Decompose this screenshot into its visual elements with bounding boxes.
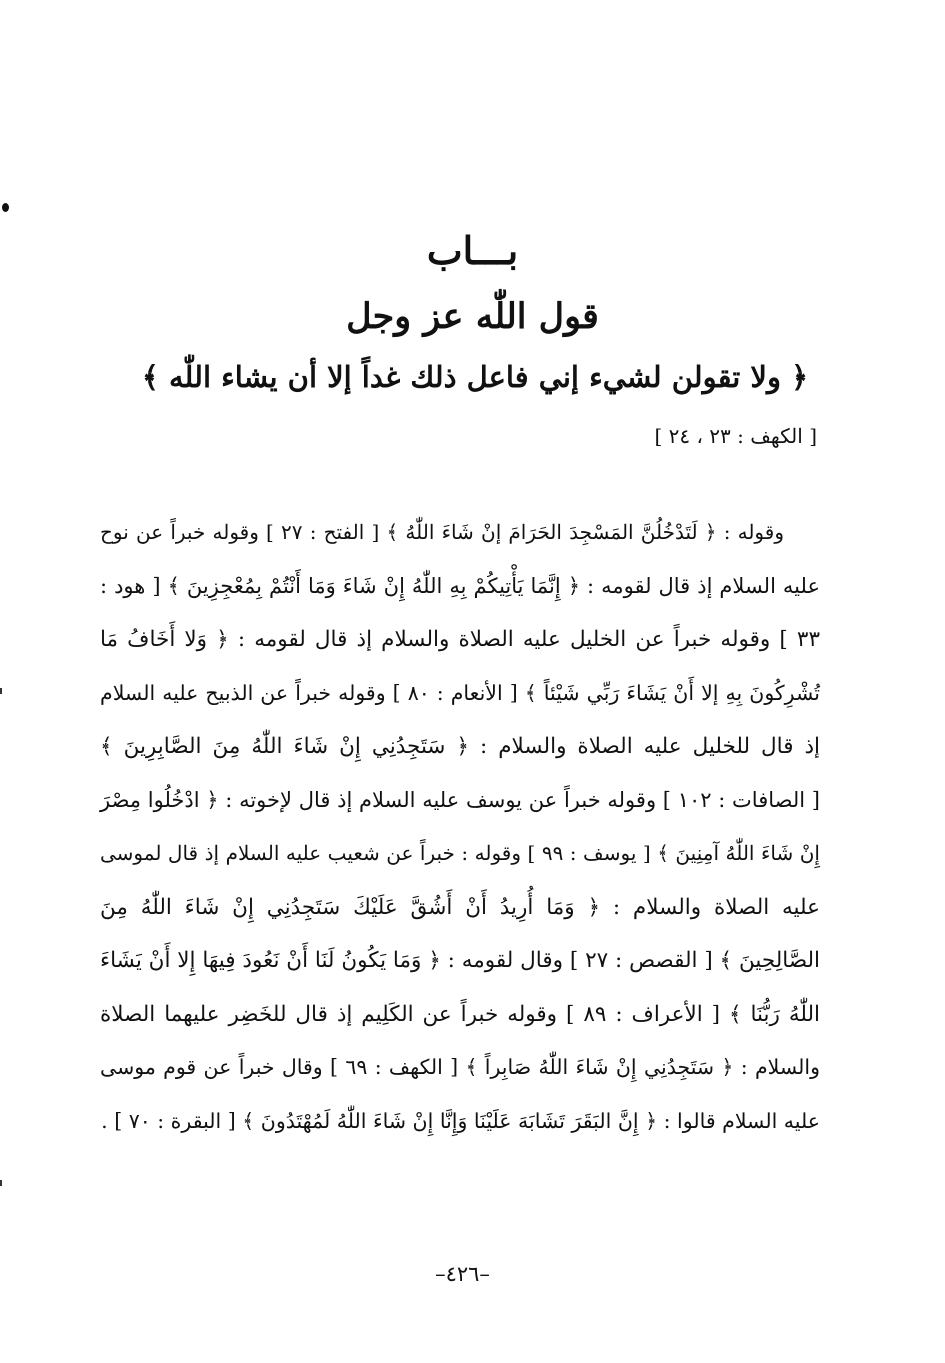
body-line: وقوله : ﴿ لَتَدْخُلُنَّ المَسْجِدَ الحَرَامَ إنْ شَاءَ اللّٰهُ ﴾ [ الفتح : ٢٧ ] وقوله خبراً عن نوح [100, 520, 784, 544]
scan-edge-tick [0, 688, 2, 694]
scan-edge-mark [2, 203, 9, 212]
chapter-title: قول اللّٰه عز وجل [346, 296, 599, 337]
page-number: –٤٢٦– [435, 1262, 490, 1286]
body-line: عليه الصلاة والسلام : ﴿ وَمَا أُرِيدُ أَنْ أَشُقَّ عَلَيْكَ سَتَجِدُنِي إِنْ شَاءَ اللّٰهُ مِنَ [100, 894, 820, 920]
chapter-label: بـــاب [426, 228, 519, 273]
body-line: عليه السلام قالوا : ﴿ إِنَّ البَقَرَ تَشَابَهَ عَلَيْنَا وَإِنَّا إِنْ شَاءَ اللّٰهُ لَمُهْتَدُونَ ﴾ [ البقرة : ٧٠ ] . [101, 1108, 820, 1133]
body-paragraph [100, 506, 820, 1148]
scan-edge-tick [0, 1180, 2, 1186]
body-line: [ الصافات : ١٠٢ ] وقوله خبراً عن يوسف عليه السلام إذ قال لإخوته : ﴿ ادْخُلُوا مِصْرَ [100, 787, 820, 812]
body-line: إِنْ شَاءَ اللّٰهُ آمِنِينَ ﴾ [ يوسف : ٩٩ ] وقوله : خبراً عن شعيب عليه السلام إذ قال لموسى [100, 841, 820, 865]
body-line: ٣٣ ] وقوله خبراً عن الخليل عليه الصلاة والسلام إذ قال لقومه : ﴿ وَلا أَخَافُ مَا [100, 627, 820, 652]
body-line: الصَّالِحِينَ ﴾ [ القصص : ٢٧ ] وقال لقومه : ﴿ وَمَا يَكُونُ لَنَا أَنْ نَعُودَ فِيهَا إِلا أَنْ يَشَاءَ [100, 948, 820, 973]
verse-reference: [ الكهف : ٢٣ ، ٢٤ ] [654, 424, 817, 448]
body-line: إذ قال للخليل عليه الصلاة والسلام : ﴿ سَتَجِدُنِي إِنْ شَاءَ اللّٰهُ مِنَ الصَّابِرِينَ ﴾ [100, 734, 820, 759]
body-line: والسلام : ﴿ سَتَجِدُنِي إِنْ شَاءَ اللّٰهُ صَابِراً ﴾ [ الكهف : ٦٩ ] وقال خبراً عن قوم موسى [100, 1055, 820, 1079]
body-line: عليه السلام إذ قال لقومه : ﴿ إِنَّمَا يَأْتِيكُمْ بِهِ اللّٰهُ إِنْ شَاءَ وَمَا أَنْتُمْ بِمُعْجِزِينَ ﴾ [ هود : [100, 573, 820, 598]
body-line: تُشْرِكُونَ بِهِ إلا أَنْ يَشَاءَ رَبِّي شَيْئاً ﴾ [ الأنعام : ٨٠ ] وقوله خبراً عن الذبيح عليه السلام [100, 680, 820, 705]
chapter-verse: ﴿ ولا تقولن لشيء إني فاعل ذلك غداً إلا أن يشاء اللّٰه ﴾ [141, 360, 809, 394]
body-line: اللّٰهُ رَبُّنَا ﴾ [ الأعراف : ٨٩ ] وقوله خبراً عن الكَلِيم إذ قال للخَضِر عليهما الصلاة [100, 1001, 820, 1027]
